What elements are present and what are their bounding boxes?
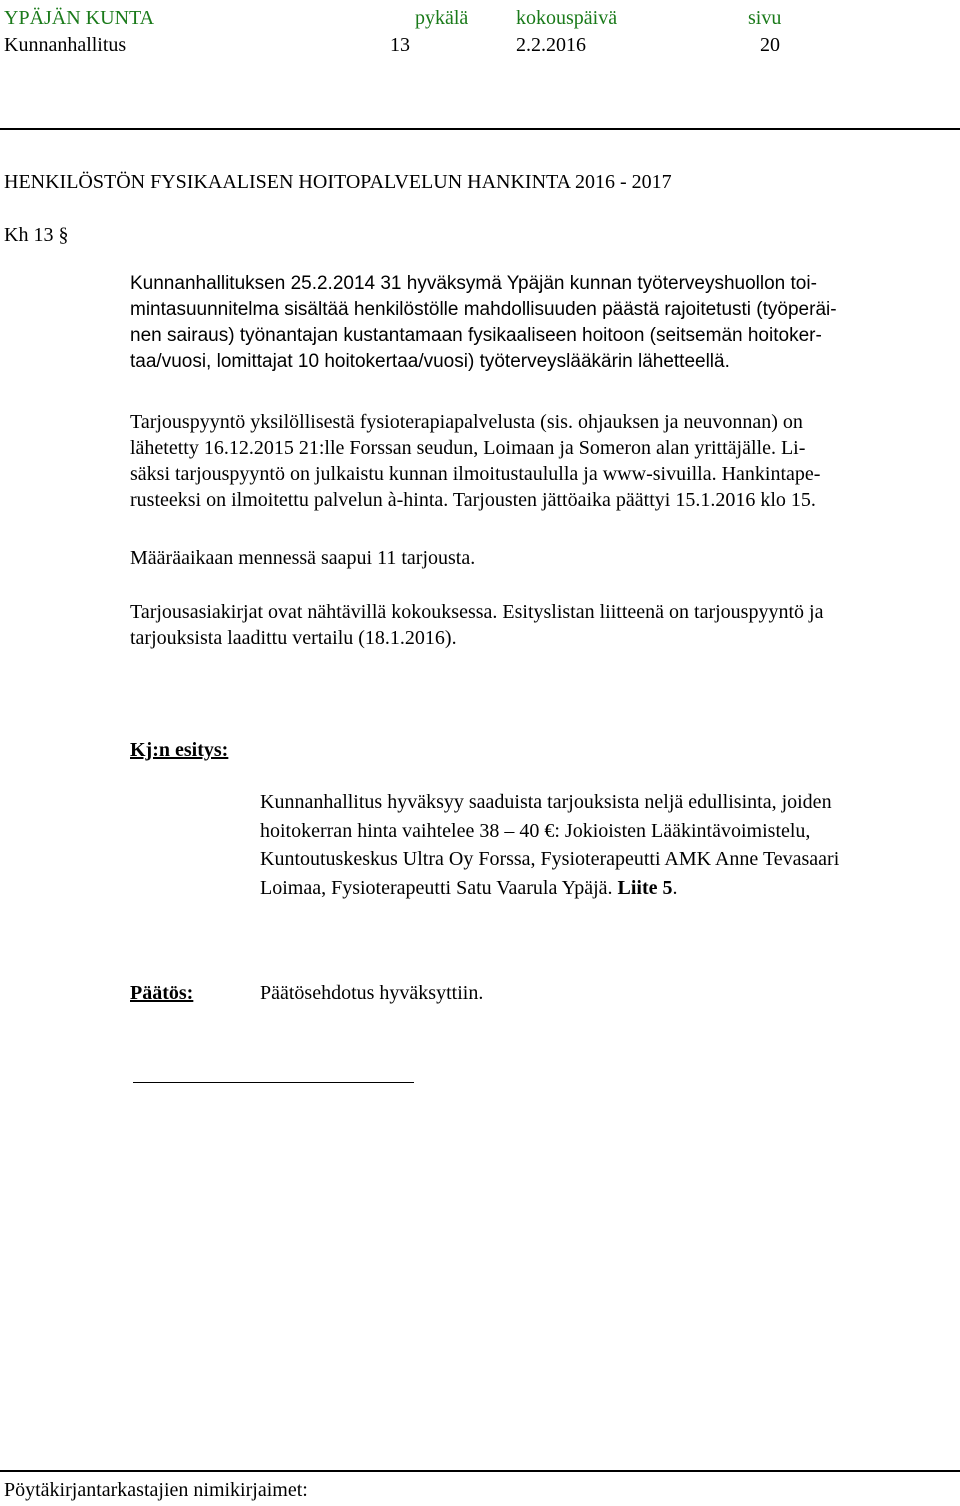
text-line: säksi tarjouspyyntö on julkaistu kunnan ilmoitustaululla ja www-sivuilla. Hankintape- xyxy=(130,463,821,485)
document-title: HENKILÖSTÖN FYSIKAALISEN HOITOPALVELUN HANKINTA 2016 - 2017 xyxy=(4,171,672,193)
proposal-text xyxy=(260,788,960,902)
signature-initials-label: Pöytäkirjantarkastajien nimikirjaimet: xyxy=(4,1479,308,1501)
text-line: taa/vuosi, lomittajat 10 hoitokertaa/vuosi) työterveyslääkärin lähetteellä. xyxy=(130,351,730,372)
text-line: tarjouksista laadittu vertailu (18.1.2016). xyxy=(130,627,457,649)
date-label: kokouspäivä xyxy=(516,7,618,29)
section-reference: Kh 13 § xyxy=(4,224,69,246)
paragraph-offers-received: Määräaikaan mennessä saapui 11 tarjousta. xyxy=(130,547,476,569)
paragraph-documents xyxy=(130,599,960,651)
text-line: rusteeksi on ilmoitettu palvelun à-hinta. Tarjousten jättöaika päättyi 15.1.2016 klo 15. xyxy=(130,489,816,511)
paragraph-tender xyxy=(130,409,960,513)
text-line: Kunnanhallituksen 25.2.2014 31 hyväksymä Ypäjän kunnan työterveyshuollon toi- xyxy=(130,273,817,294)
attachment-reference: Liite 5 xyxy=(617,876,673,899)
decision-text: Päätösehdotus hyväksyttiin. xyxy=(260,982,484,1004)
section-number: 13 xyxy=(390,34,410,56)
text-line xyxy=(260,874,960,903)
text-line: Kuntoutuskeskus Ultra Oy Forssa, Fysioterapeutti AMK Anne Tevasaari xyxy=(260,848,840,870)
body-name: Kunnanhallitus xyxy=(4,34,127,56)
page-number: 20 xyxy=(760,34,780,56)
text-line: hoitokerran hinta vaihtelee 38 – 40 €: Jokioisten Lääkintävoimistelu, xyxy=(260,819,811,842)
text-line: nen sairaus) työnantajan kustantamaan fysikaaliseen hoitoon (seitsemän hoitoker- xyxy=(130,325,822,346)
page-label: sivu xyxy=(748,7,782,29)
text-line: Tarjouspyyntö yksilöllisestä fysioterapiapalvelusta (sis. ohjauksen ja neuvonnan) on xyxy=(130,411,803,433)
meeting-date: 2.2.2016 xyxy=(516,34,586,56)
footer-rule xyxy=(0,1470,960,1472)
header-rule xyxy=(0,128,960,130)
text-segment: . xyxy=(672,876,678,899)
text-line: lähetetty 16.12.2015 21:lle Forssan seudun, Loimaan ja Someron alan yrittäjälle. Li- xyxy=(130,437,806,459)
paragraph-background xyxy=(130,271,960,375)
text-line: Tarjousasiakirjat ovat nähtävillä kokouksessa. Esityslistan liitteenä on tarjouspyyntö ja xyxy=(130,601,824,623)
text-line: Kunnanhallitus hyväksyy saaduista tarjouksista neljä edullisinta, joiden xyxy=(260,791,832,813)
signature-line xyxy=(133,1082,414,1083)
decision-label: Päätös: xyxy=(130,982,194,1004)
section-label: pykälä xyxy=(415,7,469,29)
text-line: mintasuunnitelma sisältää henkilöstölle mahdollisuuden päästä rajoitetusti (työperäi- xyxy=(130,299,837,320)
text-segment: Loimaa, Fysioterapeutti Satu Vaarula Ypäjä. xyxy=(260,876,613,899)
org-name: YPÄJÄN KUNTA xyxy=(4,7,155,29)
proposal-label: Kj:n esitys: xyxy=(130,739,229,761)
